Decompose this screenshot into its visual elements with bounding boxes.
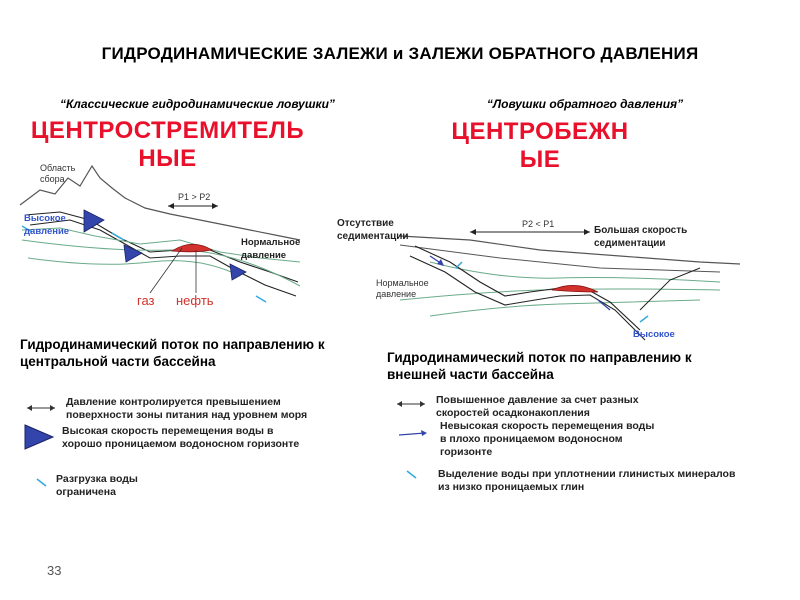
gas-label: газ (137, 293, 155, 308)
left-legend-item-1: Давление контролируется превышением поверхности зоны питания над уровнем моря (66, 396, 308, 421)
right-pressure-relation: P2 < P1 (522, 219, 555, 229)
right-high-label: Высокое (633, 329, 675, 340)
catchment-area-label: Область сбора (40, 163, 76, 184)
left-big-title-line1: ЦЕНТРОСТРЕМИТЕЛЬ (30, 117, 305, 144)
page-number: 33 (47, 563, 62, 578)
left-legend-double-arrow-icon (26, 404, 56, 412)
right-normal-pressure-label: Нормальное давление (376, 278, 429, 299)
left-pressure-relation: P1 > P2 (178, 192, 211, 202)
right-legend-item-2: Невысокая скорость перемещения воды в плохо проницаемом водоносном горизонте (440, 420, 655, 458)
oil-label: нефть (176, 293, 214, 308)
right-big-title-line1: ЦЕНТРОБЕЖН (451, 118, 629, 145)
left-big-title-line2: НЫЕ (138, 145, 197, 172)
left-normal-pressure-label: Нормальное давление (241, 237, 301, 261)
right-aquifer-green-3 (430, 300, 700, 316)
right-big-title-line2: ЫЕ (519, 146, 561, 173)
right-stratum-1 (415, 246, 640, 330)
right-legend-small-arrow-icon (406, 470, 418, 480)
left-legend-triangle-arrow-icon (24, 424, 54, 450)
left-legend-item-2: Высокая скорость перемещения воды в хорошо проницаемом водоносном горизонте (62, 425, 300, 450)
right-legend-double-arrow-icon (396, 400, 426, 408)
no-sedimentation-label: Отсутствие седиментации (337, 218, 409, 242)
right-flow-heading: Гидродинамический поток по направлению к внешней части бассейна (387, 350, 692, 382)
right-legend-item-1: Повышенное давление за счет разных скоростей осадконакопления (436, 394, 639, 419)
right-legend-item-3: Выделение воды при уплотнении глинистых минералов из низко проницаемых глин (438, 468, 736, 493)
left-subtitle: “Классические гидродинамические ловушки” (60, 97, 335, 111)
left-flow-heading: Гидродинамический поток по направлению к центральной части бассейна (20, 337, 325, 369)
high-sedimentation-label: Большая скорость седиментации (594, 225, 688, 249)
left-legend-item-3: Разгрузка воды ограничена (56, 473, 138, 498)
slide-title: ГИДРОДИНАМИЧЕСКИЕ ЗАЛЕЖИ и ЗАЛЕЖИ ОБРАТНОГО ДАВЛЕНИЯ (101, 44, 699, 63)
right-subtitle: “Ловушки обратного давления” (486, 97, 684, 111)
right-oil-lens (552, 285, 598, 292)
high-pressure-label: Высокое давление (24, 213, 70, 237)
left-legend-small-arrow-icon (36, 478, 48, 488)
right-legend-line-arrow-icon (398, 430, 428, 438)
